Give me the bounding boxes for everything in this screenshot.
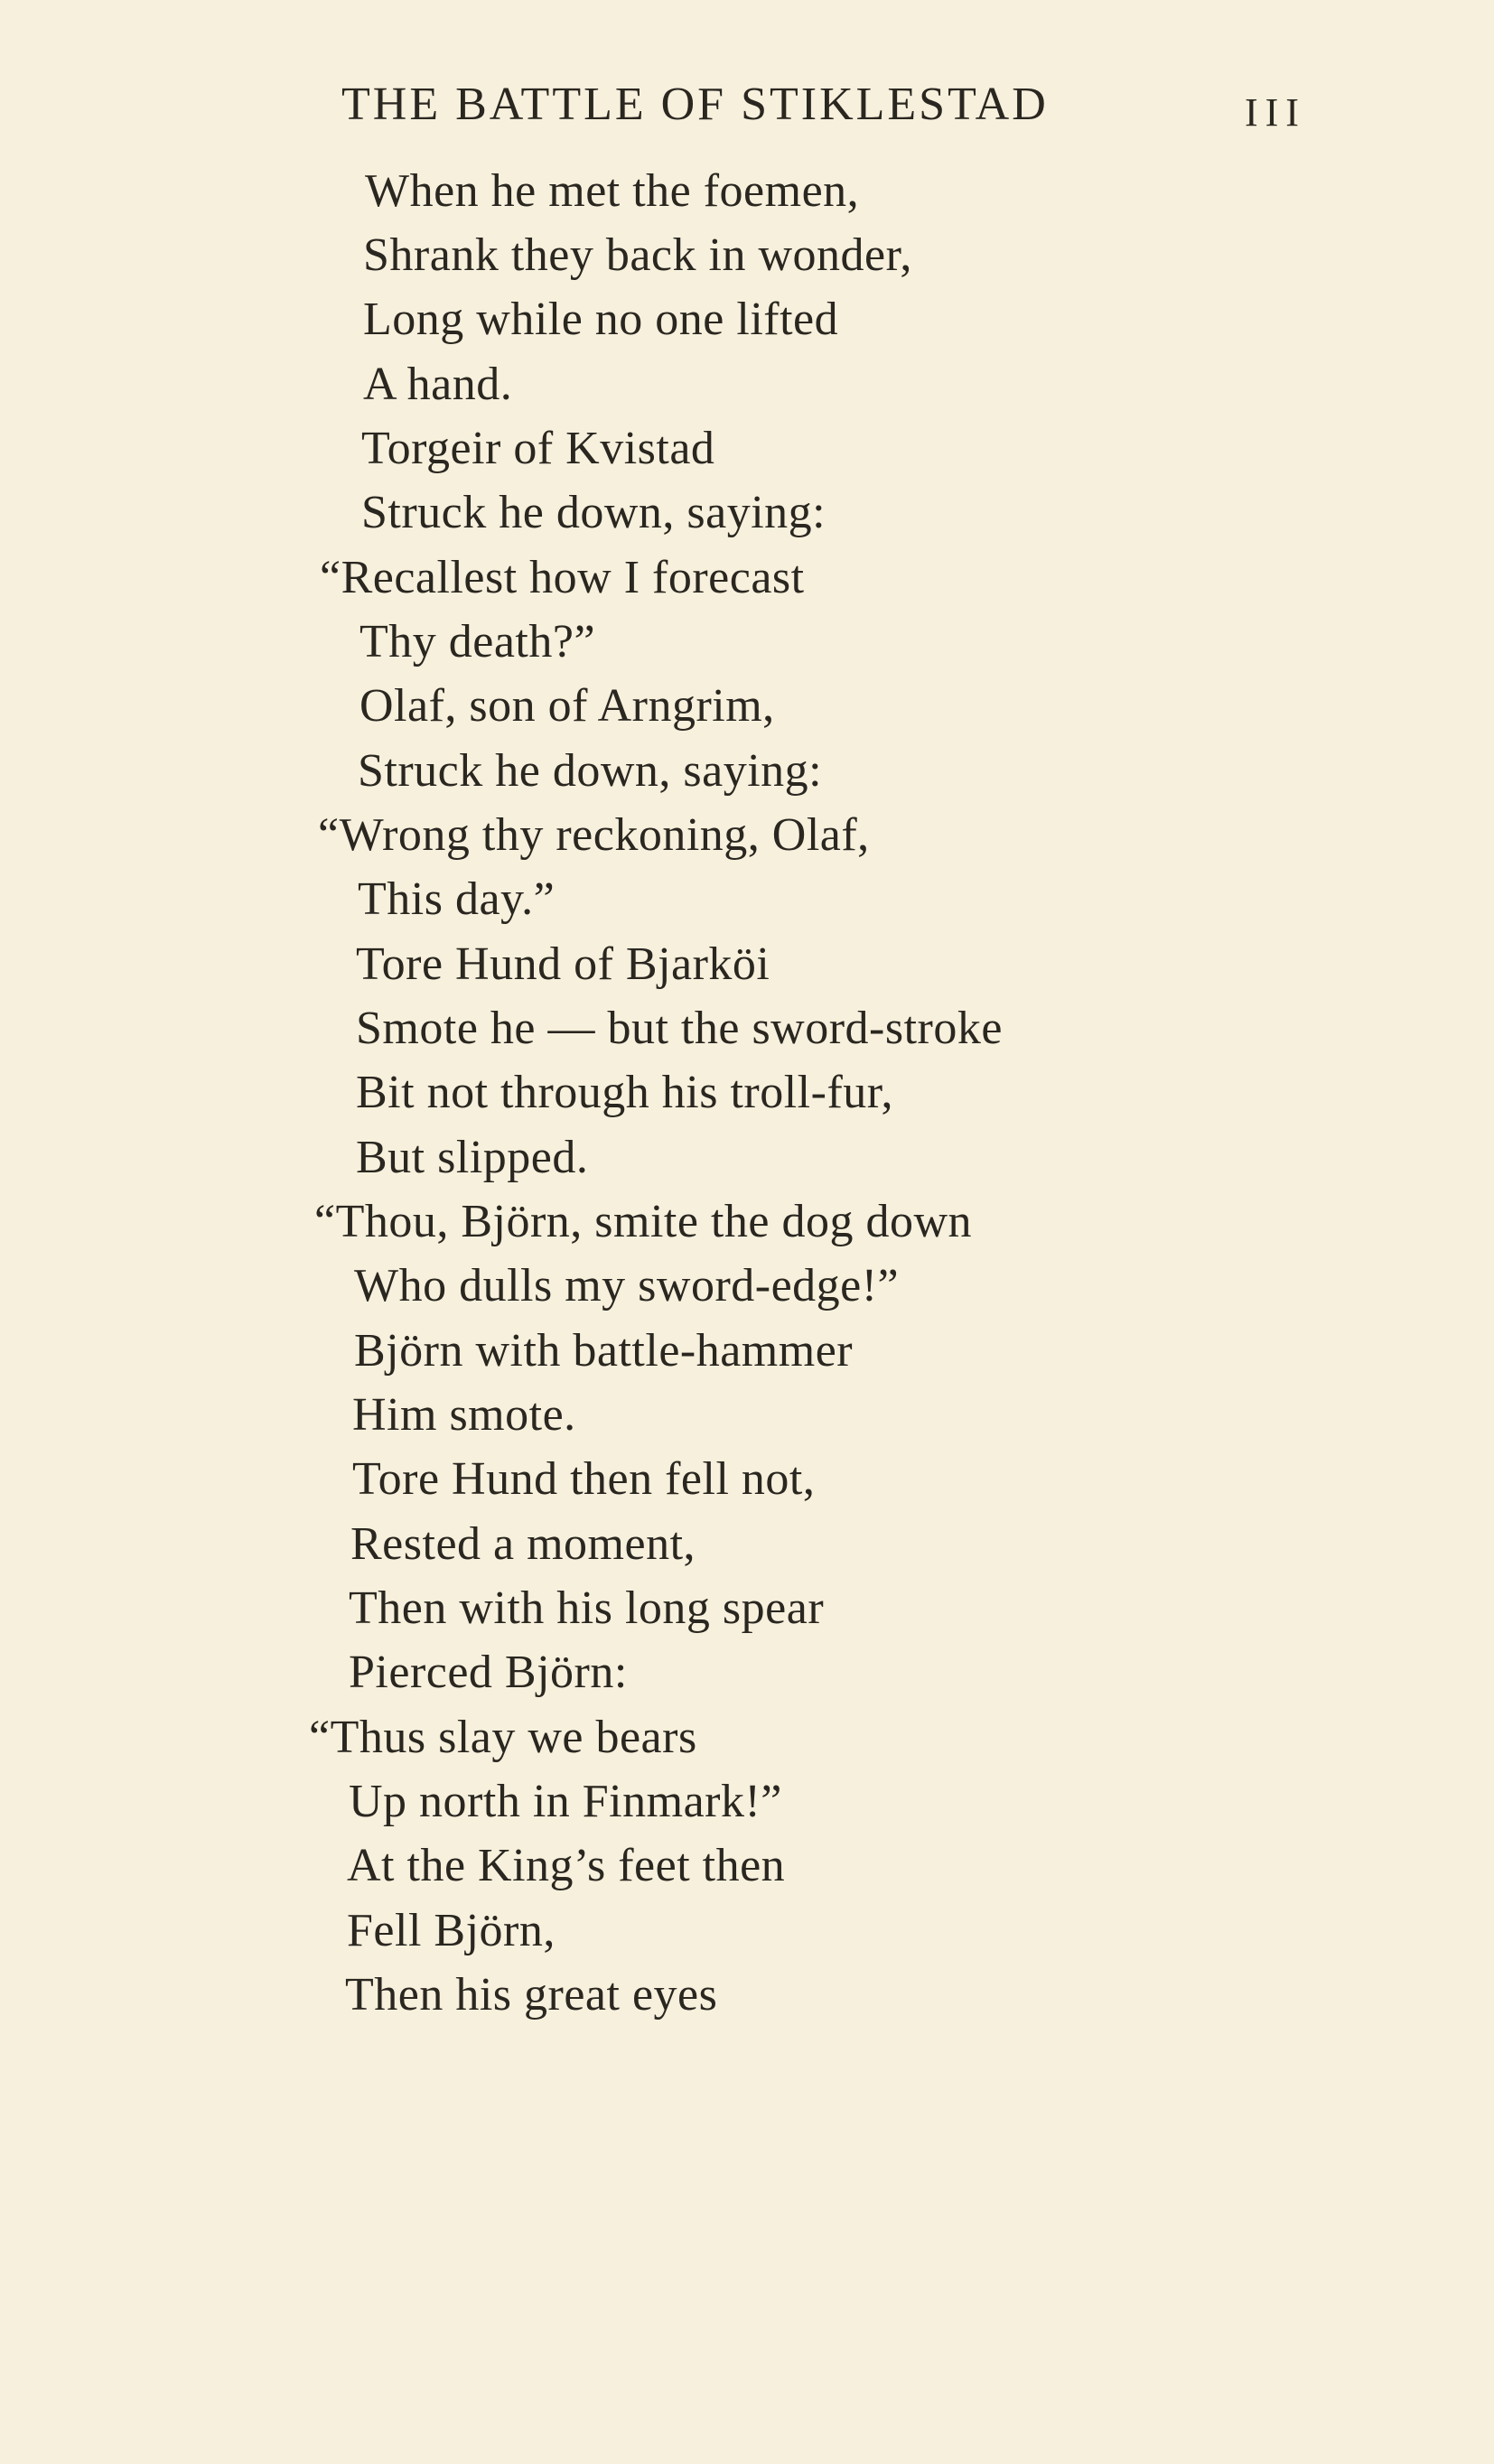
- poem-line: But slipped.: [356, 1132, 589, 1183]
- page-number: III: [1245, 90, 1306, 135]
- poem-line: Tore Hund then fell not,: [352, 1453, 816, 1505]
- poem-line: When he met the foemen,: [365, 165, 860, 217]
- poem-line: Then with his long spear: [349, 1582, 825, 1634]
- poem-line: Who dulls my sword-edge!”: [354, 1260, 900, 1311]
- poem-line: This day.”: [358, 873, 556, 925]
- poem-line: Tore Hund of Bjarköi: [356, 938, 770, 990]
- poem-line: Fell Björn,: [347, 1905, 556, 1956]
- poem-line: Björn with battle-hammer: [354, 1325, 854, 1377]
- poem-line: Bit not through his troll-fur,: [356, 1067, 893, 1118]
- poem-line: Him smote.: [352, 1389, 576, 1441]
- running-title: THE BATTLE OF STIKLESTAD: [341, 79, 1049, 130]
- poem-line: Up north in Finmark!”: [349, 1776, 782, 1827]
- poem-line: “Recallest how I forecast: [320, 552, 805, 603]
- poem-line: A hand.: [363, 359, 513, 410]
- poem-line: Long while no one lifted: [363, 294, 839, 345]
- poem-line: “Thou, Björn, smite the dog down: [314, 1196, 973, 1247]
- poem-line: Smote he — but the sword-stroke: [356, 1003, 1003, 1054]
- poem-line: “Thus slay we bears: [309, 1712, 697, 1763]
- poem-line: Pierced Björn:: [349, 1647, 628, 1698]
- poem-line: “Wrong thy reckoning, Olaf,: [318, 809, 870, 861]
- poem-line: Then his great eyes: [345, 1969, 718, 2021]
- poem-line: At the King’s feet then: [347, 1840, 786, 1891]
- poem-line: Thy death?”: [359, 616, 596, 667]
- poem-line: Shrank they back in wonder,: [363, 229, 912, 281]
- poem-line: Struck he down, saying:: [358, 745, 823, 797]
- poem-line: Rested a moment,: [350, 1518, 696, 1570]
- poem-line: Struck he down, saying:: [361, 487, 826, 538]
- poem-line: Torgeir of Kvistad: [361, 423, 715, 474]
- poem-line: Olaf, son of Arngrim,: [359, 680, 775, 732]
